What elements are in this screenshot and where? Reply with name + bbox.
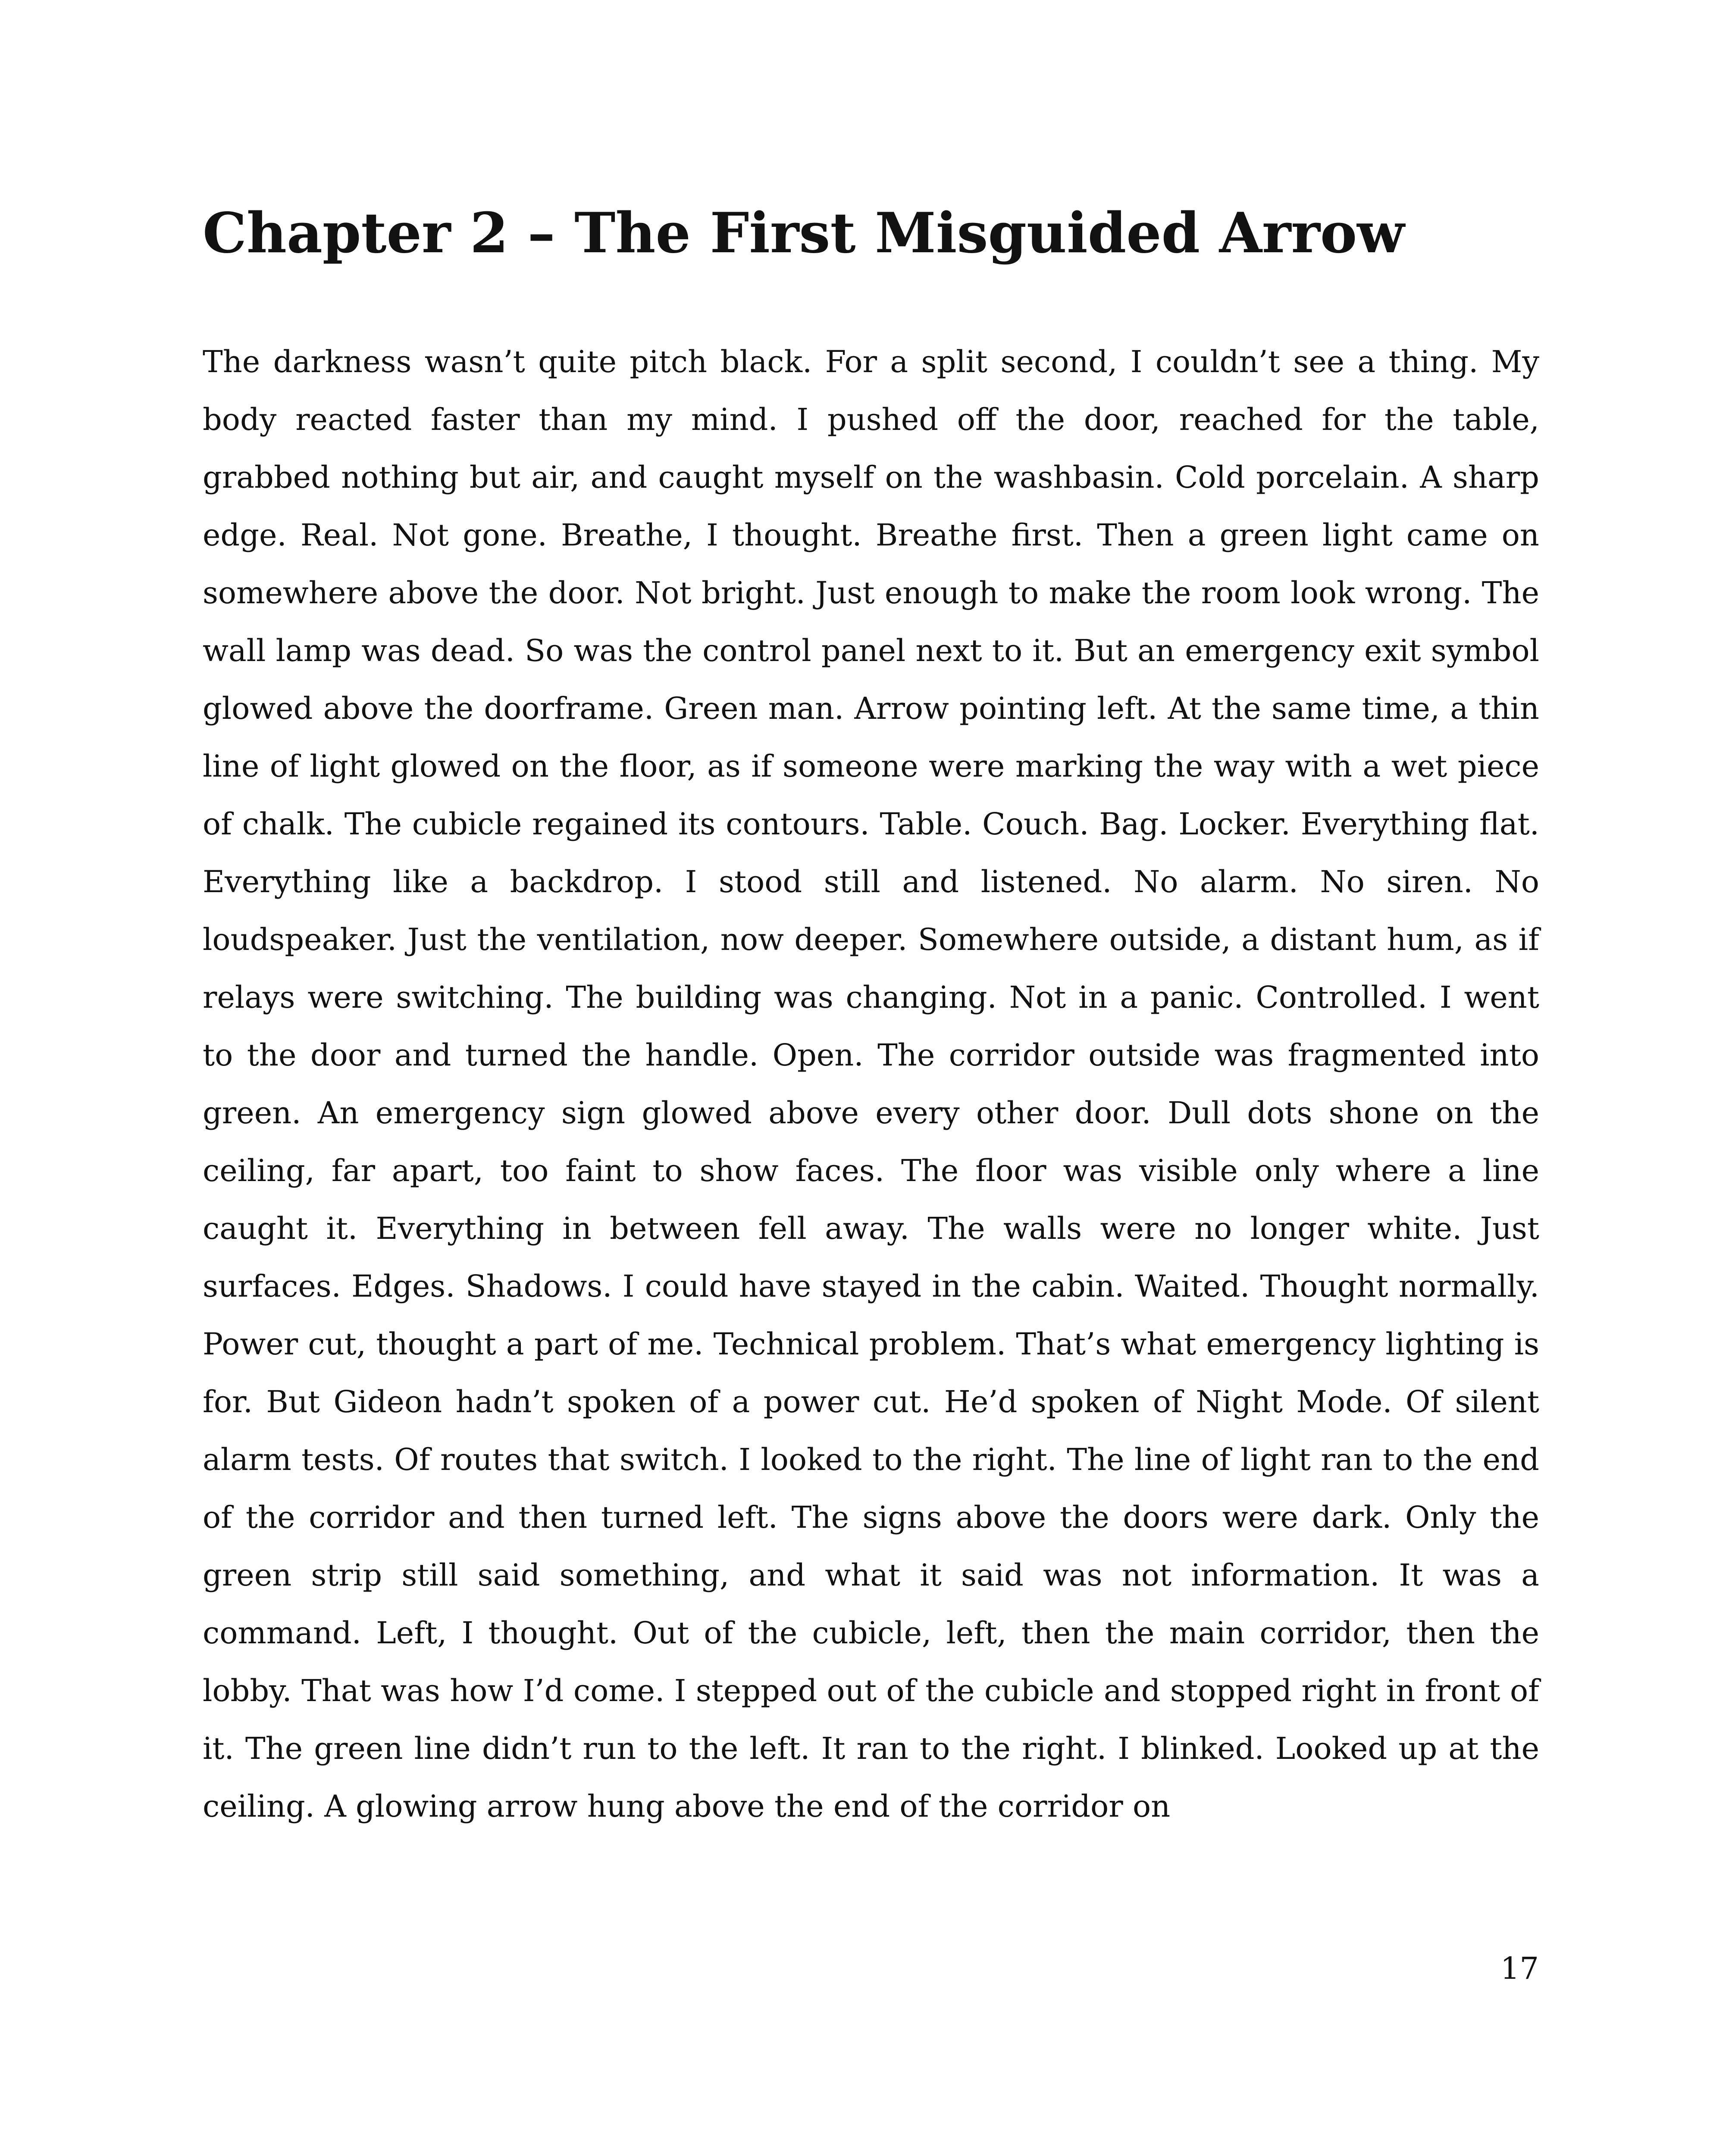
page-number: 17 (1500, 1951, 1539, 1986)
body-paragraph: The darkness wasn’t quite pitch black. For a split second, I couldn’t see a thing. My body reacted faster than my mind. I pushed off the door, reached for the table, grabbed nothing but air, and caught myself on the washbasin. Cold porcelain. A sharp edge. Real. Not gone. Breathe, I thought. Breathe first. Then a green light came on somewhere above the door. Not bright. Just enough to make the room look wrong. The wall lamp was dead. So was the control panel next to it. But an emergency exit symbol glowed above the doorframe. Green man. Arrow pointing left. At the same time, a thin line of light glowed on the floor, as if someone were marking the way with a wet piece of chalk. The cubicle regained its contours. Table. Couch. Bag. Locker. Everything flat. Everything like a backdrop. I stood still and listened. No alarm. No siren. No loudspeaker. Just the ventilation, now deeper. Somewhere outside, a distant hum, as if relays were switching. The building was changing. Not in a panic. Controlled. I went to the door and turned the handle. Open. The corridor outside was fragmented into green. An emergency sign glowed above every other door. Dull dots shone on the ceiling, far apart, too faint to show faces. The floor was visible only where a line caught it. Everything in between fell away. The walls were no longer white. Just surfaces. Edges. Shadows. I could have stayed in the cabin. Waited. Thought normally. Power cut, thought a part of me. Technical problem. That’s what emergency lighting is for. But Gideon hadn’t spoken of a power cut. He’d spoken of Night Mode. Of silent alarm tests. Of routes that switch. I looked to the right. The line of light ran to the end of the corridor and then turned left. The signs above the doors were dark. Only the green strip still said something, and what it said was not information. It was a command. Left, I thought. Out of the cubicle, left, then the main corridor, then the lobby. That was how I’d come. I stepped out of the cubicle and stopped right in front of it. The green line didn’t run to the left. It ran to the right. I blinked. Looked up at the ceiling. A glowing arrow hung above the end of the corridor on (203, 344, 1539, 1824)
chapter-title: Chapter 2 – The First Misguided Arrow (203, 201, 1405, 266)
